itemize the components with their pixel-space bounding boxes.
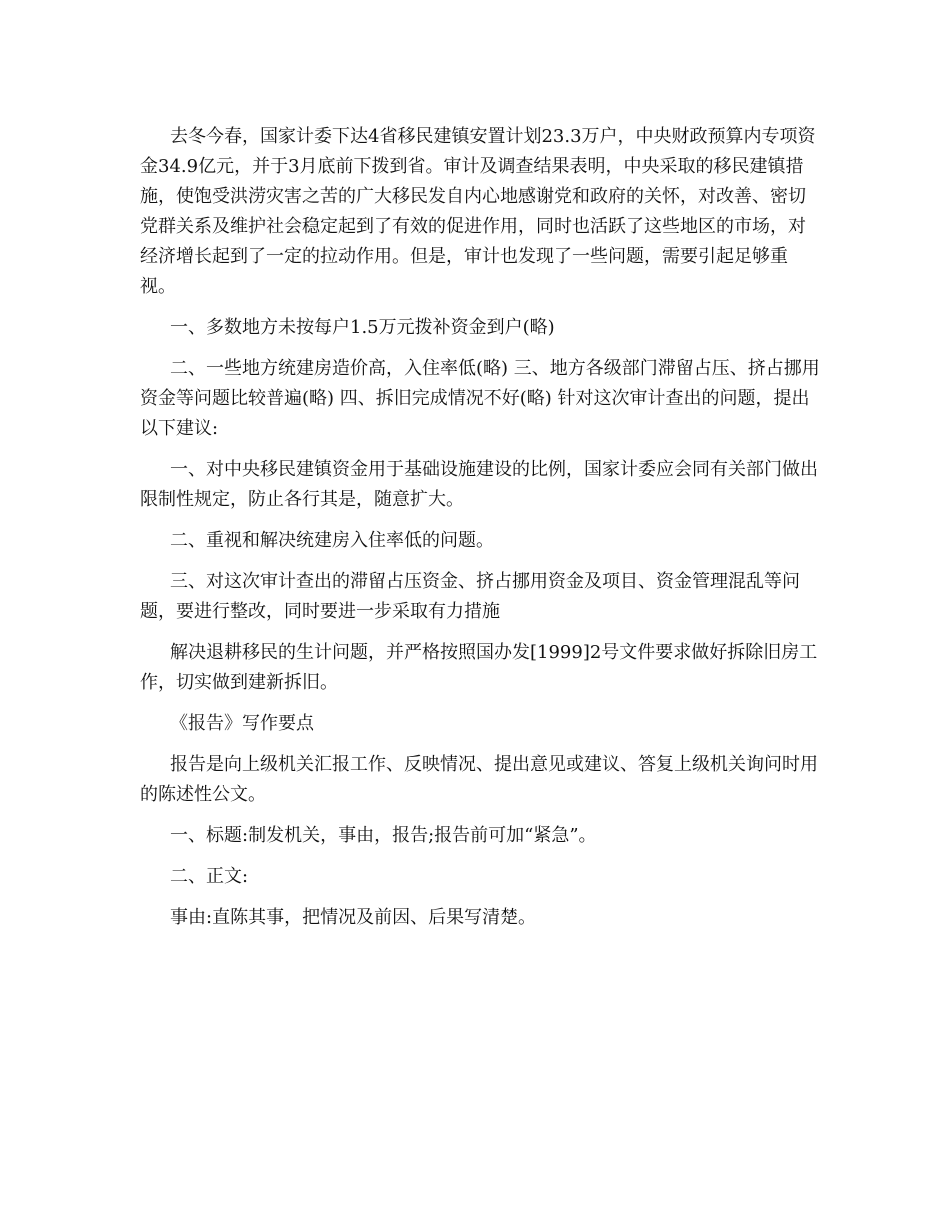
paragraph-suggestion-2: 二、重视和解决统建房入住率低的问题。 xyxy=(170,530,494,551)
paragraph-suggestion-3-cont: 解决退耕移民的生计问题，并严格按照国办发[1999]2号文件要求做好拆除旧房工作，切实做到建新拆旧。 xyxy=(140,642,818,693)
document-page xyxy=(140,0,820,944)
paragraph-body-heading: 二、正文: xyxy=(170,866,249,887)
paragraph-intro: 去冬今春，国家计委下达4省移民建镇安置计划23.3万户，中央财政预算内专项资金34.9亿元，并于3月底前下拨到省。审计及调查结果表明，中央采取的移民建镇措施，使饱受洪涝灾害之苦的广大移民发自内心地感谢党和政府的关怀，对改善、密切党群关系及维护社会稳定起到了有效的促进作用，同时也活跃了这些地区的市场，对经济增长起到了一定的拉动作用。但是，审计也发现了一些问题，需要引起足够重视。 xyxy=(140,126,816,297)
paragraph-issues-2-4: 二、一些地方统建房造价高，入住率低(略) 三、地方各级部门滞留占压、挤占挪用资金等问题比较普遍(略) 四、拆旧完成情况不好(略) 针对这次审计查出的问题，提出以下建议: xyxy=(140,358,820,439)
paragraph-definition: 报告是向上级机关汇报工作、反映情况、提出意见或建议、答复上级机关询问时用的陈述性公文。 xyxy=(140,754,818,805)
paragraph-suggestion-3: 三、对这次审计查出的滞留占压资金、挤占挪用资金及项目、资金管理混乱等问题，要进行整改，同时要进一步采取有力措施 xyxy=(140,571,800,622)
paragraph-issue-1: 一、多数地方未按每户1.5万元拨补资金到户(略) xyxy=(170,317,555,338)
paragraph-reason: 事由:直陈其事，把情况及前因、后果写清楚。 xyxy=(170,907,537,928)
paragraph-suggestion-1: 一、对中央移民建镇资金用于基础设施建设的比例，国家计委应会同有关部门做出限制性规定，防止各行其是，随意扩大。 xyxy=(140,459,818,510)
paragraph-title-rule: 一、标题:制发机关，事由，报告;报告前可加“紧急”。 xyxy=(170,825,597,846)
section-heading: 《报告》写作要点 xyxy=(170,713,314,734)
